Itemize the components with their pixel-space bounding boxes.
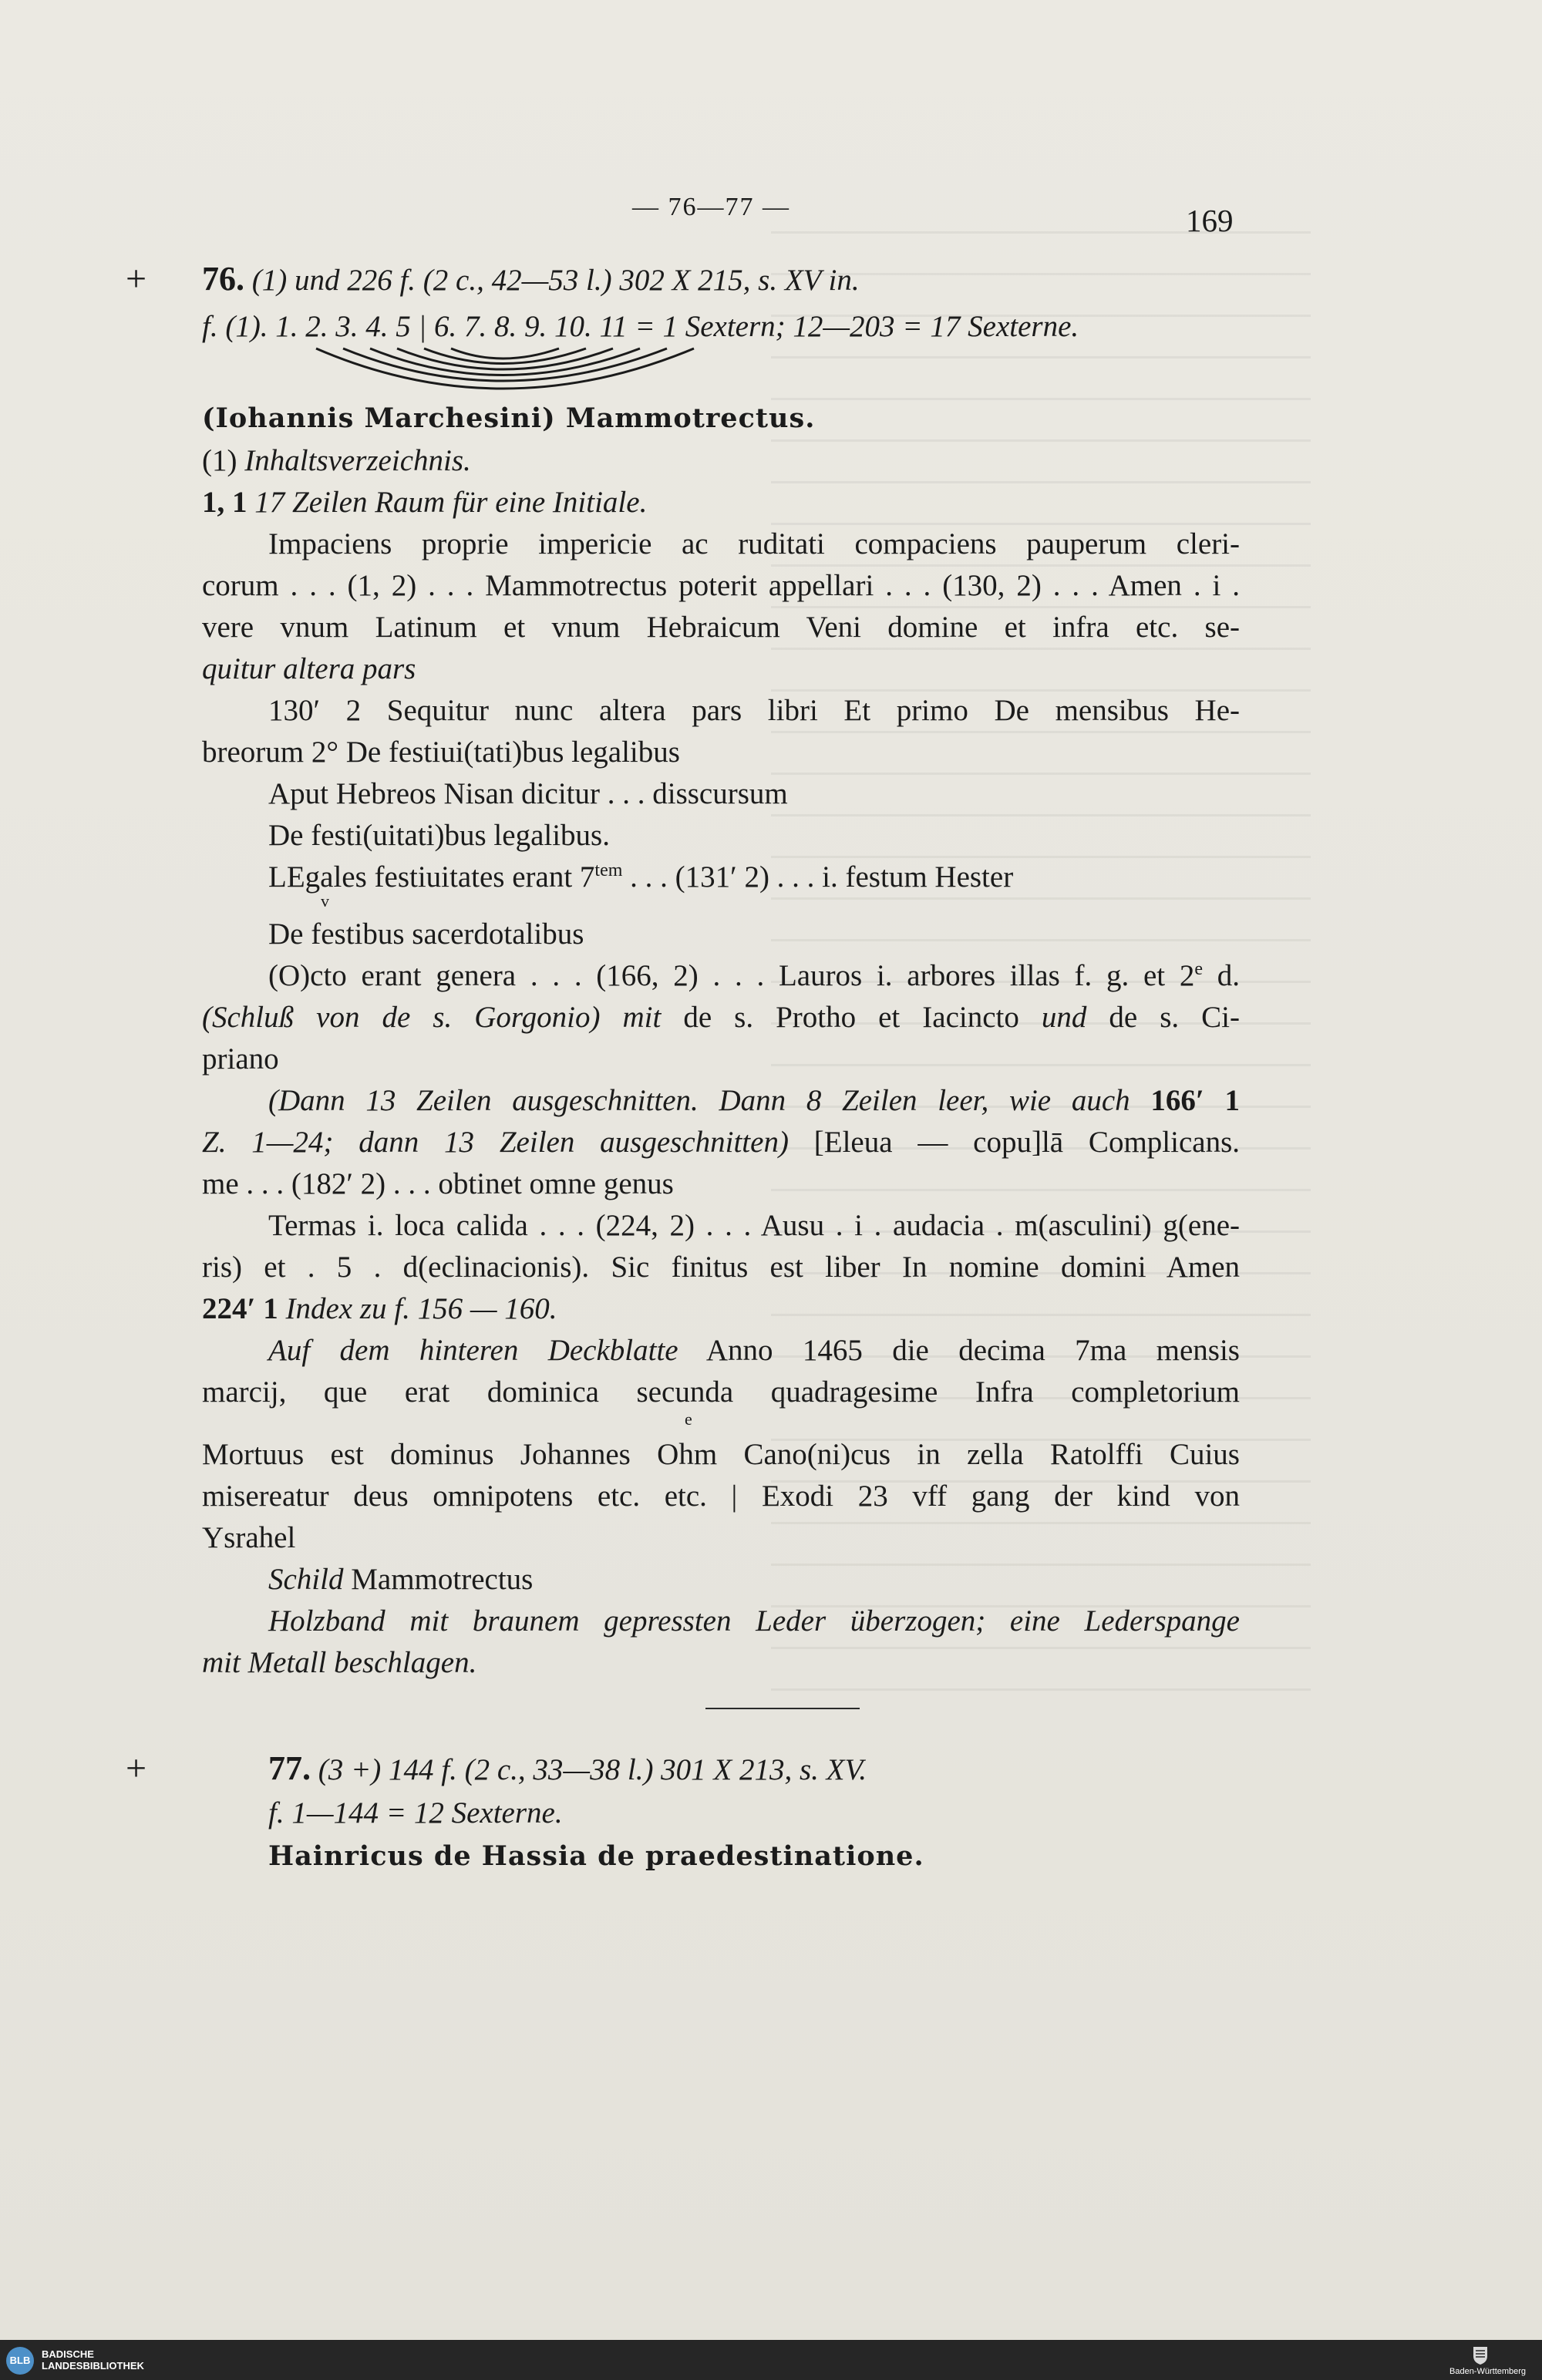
entry-77-title: Hainricus de Hassia de praedestinatione. — [268, 1840, 924, 1872]
blb-logo: BLB — [6, 2347, 34, 2375]
text-line: mit Metall beschlagen. — [202, 1646, 477, 1679]
text-line: LEgales festiuitates erant $7^{tem}$ . . . (131′ 2) . . . i. festum Hester — [268, 860, 1014, 894]
state-name: Baden-Württemberg — [1449, 2367, 1527, 2376]
superscript-e: e — [685, 1409, 692, 1429]
text-line: De festibus sacerdotalibus — [268, 917, 584, 951]
text-line: Z. 1—24; dann 13 Zeilen ausgeschnitten) [Eleua — copu]lā Complicans. — [202, 1126, 1240, 1159]
superscript-v: v — [321, 891, 329, 911]
text-line: 130′ 2 Sequitur nunc altera pars libri Et primo De mensibus He- — [268, 694, 1240, 727]
text-line: breorum 2° De festiui(tati)bus legalibus — [202, 736, 680, 769]
entry-description: (3 +) 144 f. (2 c., 33—38 l.) 301 X 213, s. XV. — [318, 1753, 867, 1786]
text-line: corum . . . (1, 2) . . . Mammotrectus poterit appellari . . . (130, 2) . . . Amen . i . — [202, 569, 1240, 602]
entry-76-title: (Iohannis Marchesini) Mammotrectus. — [202, 402, 816, 434]
text-line: misereatur deus omnipotens etc. etc. | Exodi 23 vff gang der kind von — [202, 1480, 1240, 1513]
text-line: marcij, que erat dominica secunda quadragesime Infra completorium — [202, 1375, 1240, 1409]
text-line: (1) Inhaltsverzeichnis. — [202, 444, 471, 477]
text-line: priano — [202, 1042, 279, 1076]
entry-77-collation: f. 1—144 = 12 Sexterne. — [268, 1796, 563, 1830]
footer-bar — [0, 2340, 1542, 2380]
page-number: 169 — [1186, 203, 1234, 238]
text-line: De festi(uitati)bus legalibus. — [268, 819, 610, 852]
text-line: Holzband mit braunem gepressten Leder überzogen; eine Lederspange — [268, 1604, 1240, 1638]
text-line: (O)cto erant genera . . . (166, 2) . . . Lauros i. arbores illas f. g. et 2e d. — [268, 959, 1240, 992]
margin-plus-mark: + — [126, 1748, 147, 1789]
text-line: Aput Hebreos Nisan dicitur . . . disscursum — [268, 777, 788, 810]
text-line: Ysrahel — [202, 1521, 296, 1554]
text-line: Schild Mammotrectus — [268, 1563, 534, 1596]
library-name: BADISCHE LANDESBIBLIOTHEK — [42, 2348, 144, 2372]
text-line: Termas i. loca calida . . . (224, 2) . . . Ausu . i . audacia . m(asculini) g(ene- — [268, 1209, 1240, 1242]
text-line: (Schluß von de s. Gorgonio) mit de s. Protho et Iacincto und de s. Ci- — [202, 1001, 1241, 1034]
entry-77-heading — [268, 1748, 1240, 1791]
text-line: (Dann 13 Zeilen ausgeschnitten. Dann 8 Zeilen leer, wie auch 166′ 1 — [268, 1084, 1240, 1117]
margin-plus-mark: + — [126, 258, 147, 299]
text-line: Mortuus est dominus Johannes Ohm Cano(ni)cus in zella Ratolffi Cuius — [202, 1438, 1240, 1471]
text-line: ris) et . 5 . d(eclinacionis). Sic finitus est liber In nomine domini Amen — [202, 1251, 1240, 1284]
section-divider — [705, 1708, 860, 1709]
entry-76-heading — [202, 258, 1240, 301]
text-line: 224′ 1 Index zu f. 156 — 160. — [202, 1292, 557, 1325]
quire-structure-arcs — [308, 344, 709, 406]
text-line: Impaciens proprie impericie ac ruditati compaciens pauperum cleri- — [268, 527, 1240, 560]
entry-76-collation: f. (1). 1. 2. 3. 4. 5 | 6. 7. 8. 9. 10. 11 = 1 Sextern; 12—203 = 17 Sexterne. — [202, 310, 1079, 343]
text-line: quitur altera pars — [202, 652, 416, 685]
text-line: vere vnum Latinum et vnum Hebraicum Veni domine et infra etc. se- — [202, 611, 1240, 644]
entry-number: 76. — [202, 260, 244, 298]
text-line: me . . . (182′ 2) . . . obtinet omne genus — [202, 1167, 674, 1200]
running-header: — 76—77 — — [632, 193, 790, 221]
entry-description: (1) und 226 f. (2 c., 42—53 l.) 302 X 215, s. XV in. — [251, 264, 860, 297]
state-crest-icon — [1472, 2345, 1489, 2365]
text-line: Auf dem hinteren Deckblatte Anno 1465 die decima 7ma mensis — [268, 1334, 1240, 1367]
text-line: 1, 1 17 Zeilen Raum für eine Initiale. — [202, 486, 648, 519]
entry-number: 77. — [268, 1749, 311, 1787]
